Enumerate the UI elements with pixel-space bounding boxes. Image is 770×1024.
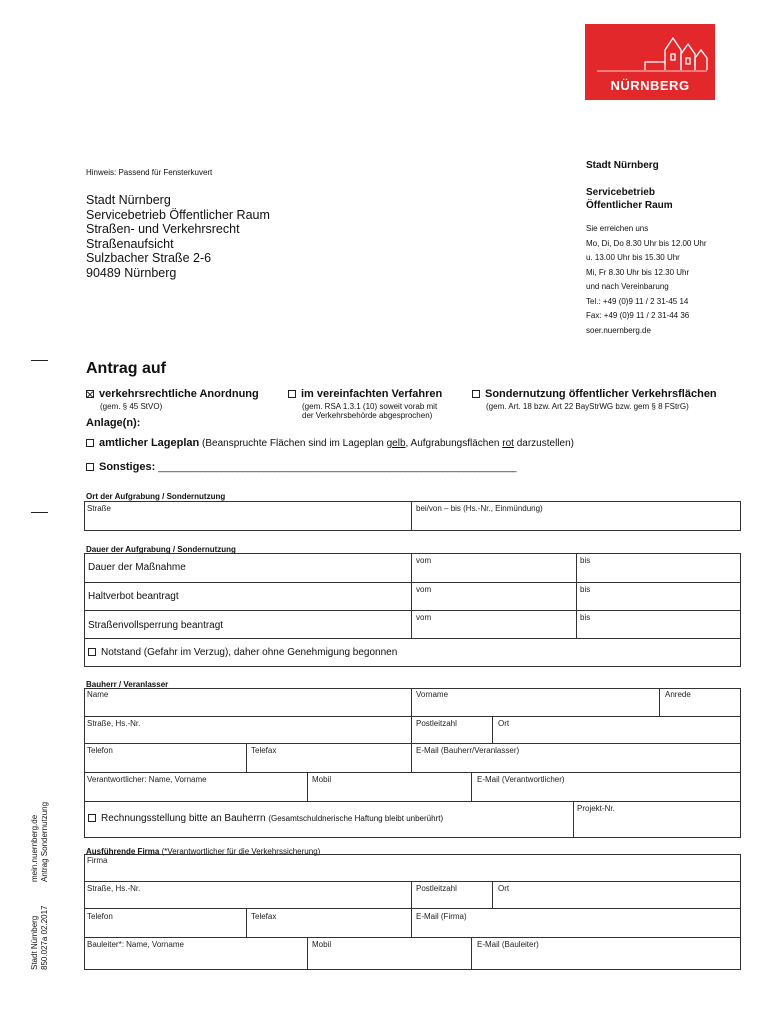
divider — [659, 688, 660, 716]
bauherr-email-field[interactable]: E-Mail (Bauherr/Veranlasser) — [416, 746, 520, 755]
side-text-right: mein.nuernberg.de Antrag Sondernutzung — [30, 801, 49, 882]
checkbox-icon[interactable] — [88, 648, 96, 656]
bauherr-section-title: Bauherr / Veranlasser — [86, 680, 169, 689]
option-lageplan[interactable]: amtlicher Lageplan (Beanspruchte Flächen sind im Lageplan gelb, Aufgrabungsflächen rot darzustellen) — [86, 437, 574, 449]
sender-department: Servicebetrieb Öffentlicher Raum — [586, 187, 673, 211]
sender-city: Stadt Nürnberg — [586, 160, 659, 171]
bauherr-telefon-field[interactable]: Telefon — [87, 746, 113, 755]
bauherr-plz-field[interactable]: Postleitzahl — [416, 719, 457, 728]
address-line: Sulzbacher Straße 2-6 — [86, 251, 212, 265]
fold-mark — [31, 512, 48, 513]
firma-field[interactable]: Firma — [87, 856, 108, 865]
checkbox-icon[interactable] — [86, 463, 94, 471]
checkbox-icon[interactable] — [88, 814, 96, 822]
info-line: Mi, Fr 8.30 Uhr bis 12.30 Uhr — [586, 267, 690, 277]
option-anordnung[interactable]: verkehrsrechtliche Anordnung (gem. § 45 StVO) — [86, 384, 259, 411]
bauleiter-email-field[interactable]: E-Mail (Bauleiter) — [477, 940, 539, 949]
bauherr-telefax-field[interactable]: Telefax — [251, 746, 277, 755]
info-line: Fax: +49 (0)9 11 / 2 31-44 36 — [586, 311, 690, 320]
firma-ort-field[interactable]: Ort — [498, 884, 510, 893]
divider — [84, 716, 741, 717]
vollsperrung-bis-field[interactable]: bis — [580, 613, 591, 622]
divider — [84, 743, 741, 744]
divider — [84, 908, 741, 909]
sender-contact-info — [586, 222, 707, 338]
bauleiter-field[interactable]: Bauleiter*: Name, Vorname — [87, 940, 184, 949]
address-line: Stadt Nürnberg — [86, 193, 171, 207]
firma-telefon-field[interactable]: Telefon — [87, 912, 113, 921]
dauer-massnahme-label: Dauer der Maßnahme — [88, 562, 186, 573]
option-vereinfacht[interactable]: im vereinfachten Verfahren (gem. RSA 1.3.1 (10) soweit vorab mit der Verkehrsbehörde abgesprochen) — [288, 384, 442, 420]
divider — [84, 881, 741, 882]
option-rechnung[interactable]: Rechnungsstellung bitte an Bauherrn (Gesamtschuldnerische Haftung bleibt unberührt) — [88, 813, 443, 824]
divider — [573, 801, 574, 838]
haltverbot-label: Haltverbot beantragt — [88, 591, 179, 602]
firma-plz-field[interactable]: Postleitzahl — [416, 884, 457, 893]
info-line: Mo, Di, Do 8.30 Uhr bis 12.00 Uhr — [586, 238, 707, 248]
bauherr-strasse-field[interactable]: Straße, Hs.-Nr. — [87, 719, 141, 728]
checkbox-icon[interactable] — [472, 390, 480, 398]
sonstiges-input-line[interactable]: ____________________________________________________________________ — [158, 462, 517, 473]
option-sondernutzung[interactable]: Sondernutzung öffentlicher Verkehrsflächen (gem. Art. 18 bzw. Art 22 BayStrWG bzw. gem § 8 FStrG) — [472, 384, 717, 411]
divider — [84, 582, 741, 583]
haltverbot-bis-field[interactable]: bis — [580, 585, 591, 594]
divider — [307, 772, 308, 801]
info-line: Sie erreichen uns — [586, 224, 649, 233]
verantwortlicher-field[interactable]: Verantwortlicher: Name, Vorname — [87, 775, 207, 784]
divider — [246, 743, 247, 772]
dauer-bis-field[interactable]: bis — [580, 556, 591, 565]
address-line: Straßenaufsicht — [86, 236, 174, 251]
divider — [411, 553, 412, 638]
divider — [576, 553, 577, 638]
firma-mobil-field[interactable]: Mobil — [312, 940, 332, 949]
hint-text: Hinweis: Passend für Fensterkuvert — [86, 168, 213, 177]
checkbox-checked-icon[interactable] — [86, 390, 94, 398]
projekt-nr-field[interactable]: Projekt-Nr. — [577, 804, 615, 813]
divider — [411, 501, 412, 531]
info-line: und nach Vereinbarung — [586, 282, 669, 291]
dauer-vom-field[interactable]: vom — [416, 556, 432, 565]
form-heading: Antrag auf — [86, 360, 166, 377]
checkbox-icon[interactable] — [86, 439, 94, 447]
vollsperrung-label: Straßenvollsperrung beantragt — [88, 620, 224, 631]
firma-strasse-field[interactable]: Straße, Hs.-Nr. — [87, 884, 141, 893]
checkbox-icon[interactable] — [288, 390, 296, 398]
info-line: u. 13.00 Uhr bis 15.30 Uhr — [586, 253, 680, 262]
vollsperrung-vom-field[interactable]: vom — [416, 613, 432, 622]
option-notstand[interactable]: Notstand (Gefahr im Verzug), daher ohne Genehmigung begonnen — [88, 647, 397, 658]
bauherr-vorname-field[interactable]: Vorname — [416, 690, 449, 699]
divider — [492, 716, 493, 743]
recipient-address — [86, 193, 270, 280]
bauherr-anrede-field[interactable]: Anrede — [665, 690, 691, 699]
fold-mark — [31, 360, 48, 361]
bauherr-mobil-field[interactable]: Mobil — [312, 775, 332, 784]
divider — [84, 772, 741, 773]
beivon-field[interactable]: bei/von – bis (Hs.-Nr., Einmündung) — [416, 504, 543, 513]
haltverbot-vom-field[interactable]: vom — [416, 585, 432, 594]
firma-section-title: Ausführende Firma (*Verantwortlicher für die Verkehrssicherung) — [86, 847, 321, 856]
side-text-left: Stadt Nürnberg 850.027a 02.2017 — [30, 905, 49, 970]
bauherr-name-field[interactable]: Name — [87, 690, 109, 699]
divider — [411, 881, 412, 937]
divider — [492, 881, 493, 908]
divider — [84, 610, 741, 611]
ort-box — [84, 501, 741, 531]
address-line: Servicebetrieb Öffentlicher Raum — [86, 207, 270, 222]
address-line: 90489 Nürnberg — [86, 265, 177, 280]
anlagen-title: Anlage(n): — [86, 417, 141, 429]
divider — [84, 801, 741, 802]
strasse-field[interactable]: Straße — [87, 504, 112, 513]
ort-section-title: Ort der Aufgrabung / Sondernutzung — [86, 492, 226, 501]
firma-telefax-field[interactable]: Telefax — [251, 912, 277, 921]
firma-email-field[interactable]: E-Mail (Firma) — [416, 912, 467, 921]
dauer-section-title: Dauer der Aufgrabung / Sondernutzung — [86, 545, 236, 554]
website-link[interactable]: soer.nuernberg.de — [586, 325, 651, 335]
nuernberg-logo — [585, 24, 715, 100]
address-line: Straßen- und Verkehrsrecht — [86, 222, 240, 236]
divider — [471, 772, 472, 801]
bauherr-ort-field[interactable]: Ort — [498, 719, 510, 728]
divider — [411, 688, 412, 773]
divider — [84, 937, 741, 938]
divider — [84, 638, 741, 639]
divider — [246, 908, 247, 937]
option-sonstiges[interactable]: Sonstiges: ____________________________________________________________________ — [86, 461, 516, 473]
divider — [471, 937, 472, 970]
info-line: Tel.: +49 (0)9 11 / 2 31-45 14 — [586, 296, 689, 306]
verantwortlicher-email-field[interactable]: E-Mail (Verantwortlicher) — [477, 775, 565, 784]
logo-text: NÜRNBERG — [610, 78, 690, 93]
divider — [307, 937, 308, 970]
firma-box — [84, 854, 741, 970]
